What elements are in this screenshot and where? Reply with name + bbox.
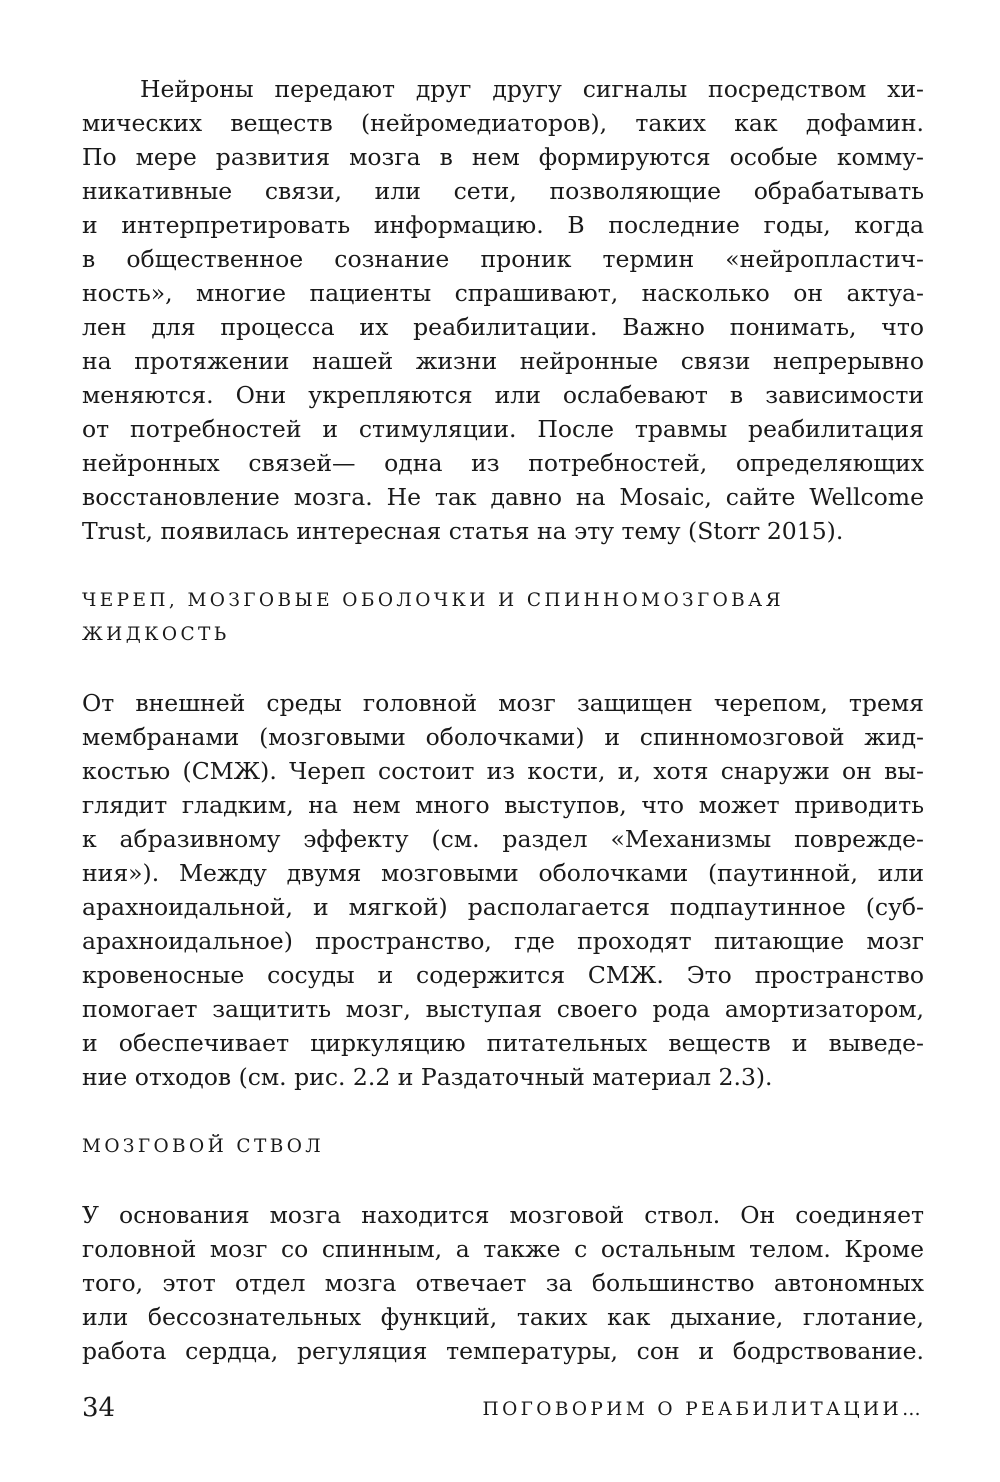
text-line: работа сердца, регуляция температуры, сон и бодрствование. xyxy=(82,1337,924,1365)
text-line: в общественное сознание проник термин «нейропластич- xyxy=(82,245,924,273)
paragraph-skull xyxy=(82,686,924,1094)
text-line: По мере развития мозга в нем формируются особые комму- xyxy=(82,143,924,171)
text-line: мических веществ (нейромедиаторов), таких как дофамин. xyxy=(82,109,924,137)
text-line: кровеносные сосуды и содержится СМЖ. Это пространство xyxy=(82,961,924,989)
heading-line: МОЗГОВОЙ СТВОЛ xyxy=(82,1136,325,1157)
text-line: меняются. Они укрепляются или ослабевают в зависимости xyxy=(82,381,924,409)
text-line: никативные связи, или сети, позволяющие обрабатывать xyxy=(82,177,924,205)
text-line: ние отходов (см. рис. 2.2 и Раздаточный материал 2.3). xyxy=(82,1063,773,1091)
text-line: головной мозг со спинным, а также с остальным телом. Кроме xyxy=(82,1235,924,1263)
section-heading-skull xyxy=(82,584,924,652)
text-line: арахноидальное) пространство, где проходят питающие мозг xyxy=(82,927,924,955)
text-line: От внешней среды головной мозг защищен черепом, тремя xyxy=(82,689,924,717)
section-heading-brainstem xyxy=(82,1130,924,1164)
text-line: костью (СМЖ). Череп состоит из кости, и, хотя снаружи он вы- xyxy=(82,757,924,785)
text-line: и интерпретировать информацию. В последние годы, когда xyxy=(82,211,924,239)
text-line: или бессознательных функций, таких как дыхание, глотание, xyxy=(82,1303,924,1331)
text-line: Нейроны передают друг другу сигналы посредством хи- xyxy=(140,75,924,103)
running-head: ПОГОВОРИМ О РЕАБИЛИТАЦИИ… xyxy=(482,1399,924,1420)
text-line: помогает защитить мозг, выступая своего рода амортизатором, xyxy=(82,995,924,1023)
text-line: ность», многие пациенты спрашивают, насколько он актуа- xyxy=(82,279,924,307)
text-line: от потребностей и стимуляции. После травмы реабилитация xyxy=(82,415,924,443)
text-line: лен для процесса их реабилитации. Важно понимать, что xyxy=(82,313,924,341)
text-line: глядит гладким, на нем много выступов, что может приводить xyxy=(82,791,924,819)
text-line: ния»). Между двумя мозговыми оболочками (паутинной, или xyxy=(82,859,924,887)
text-line: нейронных связей— одна из потребностей, определяющих xyxy=(82,449,924,477)
text-line: арахноидальной, и мягкой) располагается подпаутинное (суб- xyxy=(82,893,924,921)
text-line: на протяжении нашей жизни нейронные связи непрерывно xyxy=(82,347,924,375)
paragraph-neurons xyxy=(82,72,924,548)
text-line: того, этот отдел мозга отвечает за большинство автономных xyxy=(82,1269,924,1297)
page-number: 34 xyxy=(82,1393,116,1423)
text-line: и обеспечивает циркуляцию питательных веществ и выведе- xyxy=(82,1029,924,1057)
text-line: Trust, появилась интересная статья на эту тему (Storr 2015). xyxy=(82,517,844,545)
text-line: к абразивному эффекту (см. раздел «Механизмы поврежде- xyxy=(82,825,924,853)
heading-line: ЖИДКОСТЬ xyxy=(82,624,230,645)
text-line: восстановление мозга. Не так давно на Mosaic, сайте Wellcome xyxy=(82,483,924,511)
page-body xyxy=(82,72,924,1368)
text-line: У основания мозга находится мозговой ствол. Он соединяет xyxy=(82,1201,924,1229)
page-footer xyxy=(82,1390,924,1426)
heading-line: ЧЕРЕП, МОЗГОВЫЕ ОБОЛОЧКИ И СПИННОМОЗГОВАЯ xyxy=(82,590,784,611)
text-line: мембранами (мозговыми оболочками) и спинномозговой жид- xyxy=(82,723,924,751)
paragraph-brainstem xyxy=(82,1198,924,1368)
